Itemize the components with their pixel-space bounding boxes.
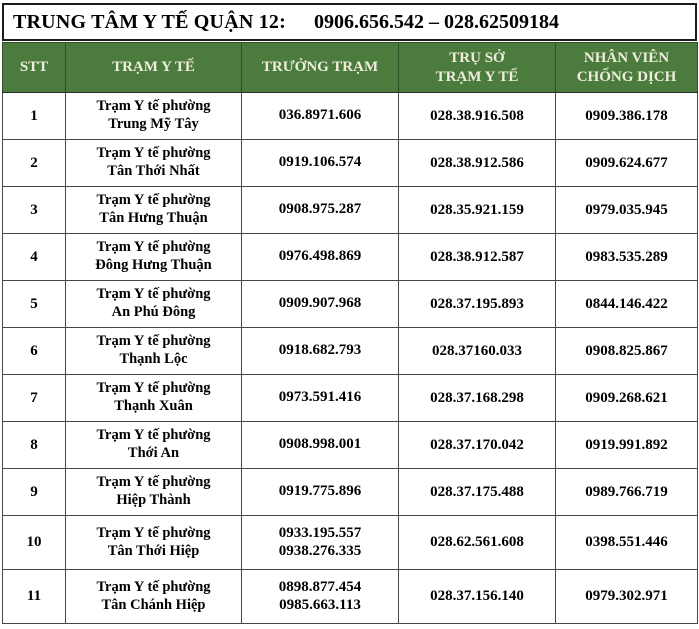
station-prefix: Trạm Y tế phường	[96, 427, 211, 444]
station-name: Tân Hưng Thuận	[99, 210, 208, 226]
title-org-label: TRUNG TÂM Y TẾ QUẬN 12:	[13, 10, 286, 33]
header-row	[3, 43, 698, 93]
staff-phone-cell: 0979.035.945	[556, 187, 698, 234]
chief-phone-cell	[242, 516, 399, 570]
table-row	[3, 281, 698, 328]
station-cell	[66, 140, 242, 187]
office-phone-cell: 028.38.912.586	[399, 140, 556, 187]
header-staff	[556, 43, 698, 93]
chief-phone-cell	[242, 93, 399, 140]
office-phone-cell: 028.37.195.893	[399, 281, 556, 328]
stt-cell: 11	[3, 570, 66, 624]
chief-phone: 0909.907.968	[278, 295, 362, 312]
station-name: Thới An	[127, 445, 180, 461]
station-cell	[66, 469, 242, 516]
station-name: Trung Mỹ Tây	[108, 116, 199, 132]
table-row	[3, 140, 698, 187]
office-phone-cell: 028.37.156.140	[399, 570, 556, 624]
station-name: Tân Thới Nhất	[107, 163, 200, 179]
table-row	[3, 469, 698, 516]
header-office-line1: TRỤ SỞ	[449, 50, 505, 67]
stt-cell: 8	[3, 422, 66, 469]
stt-cell: 3	[3, 187, 66, 234]
chief-phone-cell	[242, 187, 399, 234]
chief-phone-cell	[242, 422, 399, 469]
stt-cell: 10	[3, 516, 66, 570]
station-name: Thạnh Lộc	[119, 351, 188, 367]
stt-cell: 7	[3, 375, 66, 422]
stt-cell: 6	[3, 328, 66, 375]
staff-phone-cell: 0979.302.971	[556, 570, 698, 624]
station-name: Đông Hưng Thuận	[95, 257, 212, 273]
staff-phone-cell: 0398.551.446	[556, 516, 698, 570]
chief-phone: 0898.877.454	[278, 578, 362, 595]
stt-cell: 2	[3, 140, 66, 187]
header-office-line2: TRẠM Y TẾ	[435, 68, 519, 85]
stt-cell: 4	[3, 234, 66, 281]
stt-cell: 9	[3, 469, 66, 516]
chief-phone: 0919.775.896	[278, 483, 362, 500]
header-chief: TRƯỞNG TRẠM	[242, 43, 399, 93]
station-name: Tân Thới Hiệp	[107, 542, 200, 559]
station-prefix: Trạm Y tế phường	[96, 333, 211, 350]
station-prefix: Trạm Y tế phường	[96, 524, 211, 541]
chief-phone: 0908.998.001	[278, 436, 362, 453]
chief-phone-cell	[242, 140, 399, 187]
chief-phone-cell	[242, 281, 399, 328]
staff-phone-cell: 0909.268.621	[556, 375, 698, 422]
station-cell	[66, 187, 242, 234]
stt-cell: 1	[3, 93, 66, 140]
staff-phone-cell: 0919.991.892	[556, 422, 698, 469]
station-cell	[66, 328, 242, 375]
office-phone-cell: 028.37.170.042	[399, 422, 556, 469]
office-phone-cell: 028.37.175.488	[399, 469, 556, 516]
header-staff-line1: NHÂN VIÊN	[583, 50, 670, 67]
header-stt: STT	[3, 43, 66, 93]
table-header	[3, 43, 698, 93]
office-phone-cell: 028.37.168.298	[399, 375, 556, 422]
chief-phone: 0908.975.287	[278, 201, 362, 218]
stt-cell: 5	[3, 281, 66, 328]
chief-phone-cell	[242, 570, 399, 624]
title-phone-numbers: 0906.656.542 – 028.62509184	[313, 10, 559, 33]
station-prefix: Trạm Y tế phường	[96, 578, 211, 595]
station-cell	[66, 375, 242, 422]
table-row	[3, 234, 698, 281]
header-staff-line2: CHỐNG DỊCH	[576, 68, 677, 85]
staff-phone-cell: 0989.766.719	[556, 469, 698, 516]
table-row	[3, 570, 698, 624]
station-prefix: Trạm Y tế phường	[96, 286, 211, 303]
table-row	[3, 516, 698, 570]
office-phone-cell: 028.35.921.159	[399, 187, 556, 234]
station-cell	[66, 422, 242, 469]
station-prefix: Trạm Y tế phường	[96, 145, 211, 162]
office-phone-cell: 028.38.912.587	[399, 234, 556, 281]
chief-phone-cell	[242, 328, 399, 375]
chief-phone-cell	[242, 234, 399, 281]
chief-phone: 0918.682.793	[278, 342, 362, 359]
station-cell	[66, 93, 242, 140]
table-row	[3, 422, 698, 469]
header-station: TRẠM Y TẾ	[66, 43, 242, 93]
chief-phone: 0938.276.335	[278, 542, 362, 559]
title-bar	[2, 3, 697, 41]
chief-phone-cell	[242, 375, 399, 422]
station-cell	[66, 281, 242, 328]
chief-phone: 0973.591.416	[278, 389, 362, 406]
chief-phone: 0919.106.574	[278, 154, 362, 171]
staff-phone-cell: 0909.386.178	[556, 93, 698, 140]
office-phone-cell: 028.62.561.608	[399, 516, 556, 570]
station-prefix: Trạm Y tế phường	[96, 192, 211, 209]
station-name: Hiệp Thành	[116, 492, 191, 508]
table-body	[3, 93, 698, 624]
station-name: Tân Chánh Hiệp	[101, 596, 206, 613]
chief-phone: 0985.663.113	[279, 596, 361, 613]
staff-phone-cell: 0909.624.677	[556, 140, 698, 187]
station-prefix: Trạm Y tế phường	[96, 380, 211, 397]
station-cell	[66, 570, 242, 624]
chief-phone: 0933.195.557	[278, 524, 362, 541]
staff-phone-cell: 0908.825.867	[556, 328, 698, 375]
station-prefix: Trạm Y tế phường	[96, 239, 211, 256]
station-cell	[66, 516, 242, 570]
chief-phone: 036.8971.606	[278, 107, 362, 124]
staff-phone-cell: 0983.535.289	[556, 234, 698, 281]
table-row	[3, 375, 698, 422]
office-phone-cell: 028.37160.033	[399, 328, 556, 375]
chief-phone: 0976.498.869	[278, 248, 362, 265]
station-cell	[66, 234, 242, 281]
chief-phone-cell	[242, 469, 399, 516]
station-name: Thạnh Xuân	[114, 398, 193, 414]
table-row	[3, 93, 698, 140]
header-office	[399, 43, 556, 93]
contact-table	[2, 42, 698, 624]
station-prefix: Trạm Y tế phường	[96, 474, 211, 491]
station-prefix: Trạm Y tế phường	[96, 98, 211, 115]
table-row	[3, 187, 698, 234]
station-name: An Phú Đông	[111, 304, 196, 320]
table-row	[3, 328, 698, 375]
office-phone-cell: 028.38.916.508	[399, 93, 556, 140]
staff-phone-cell: 0844.146.422	[556, 281, 698, 328]
